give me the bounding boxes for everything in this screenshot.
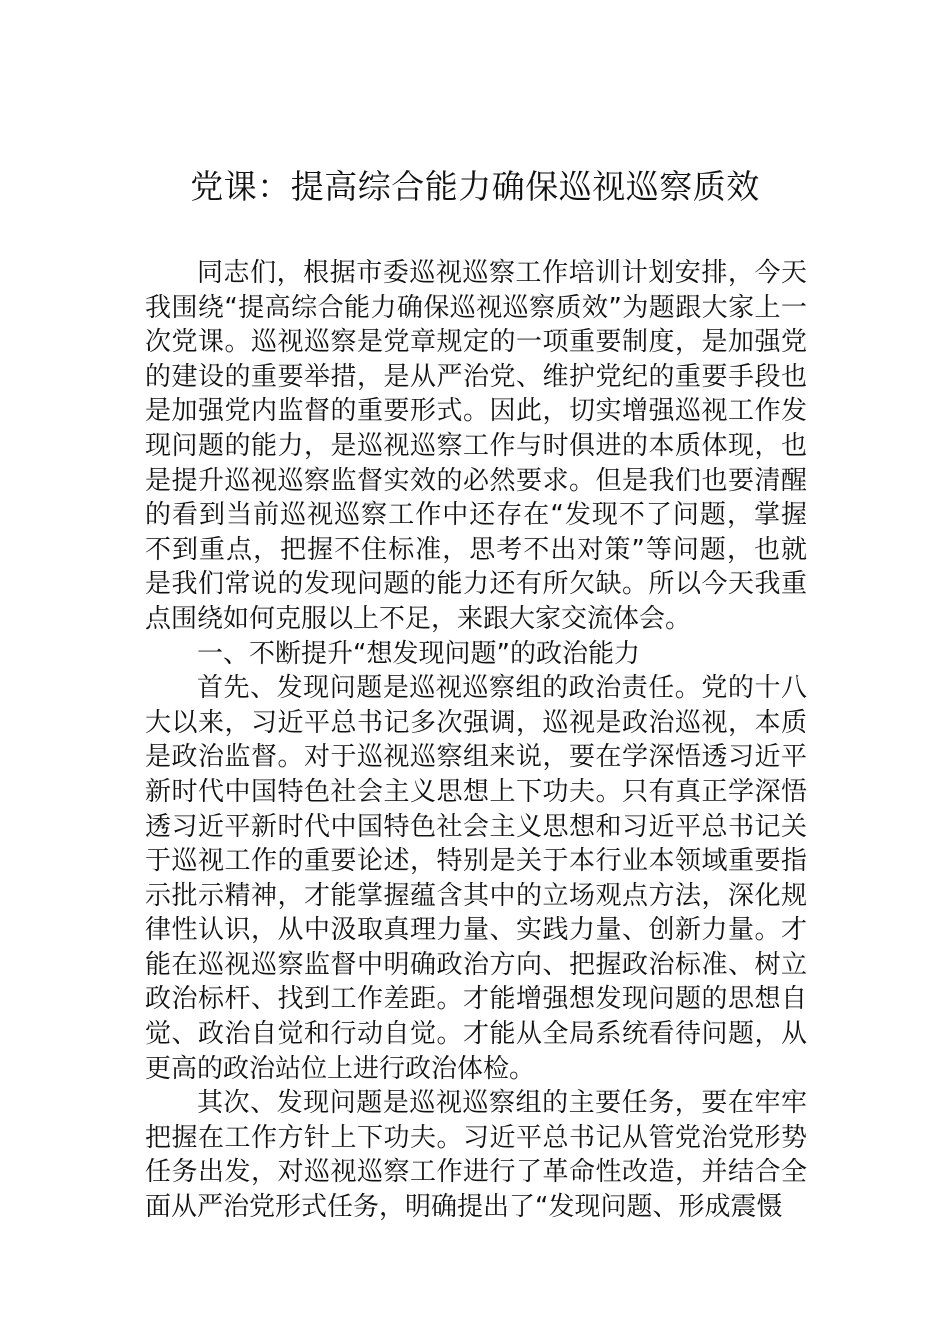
paragraph-intro: 同志们，根据市委巡视巡察工作培训计划安排，今天我围绕“提高综合能力确保巡视巡察质效”为题跟大家上一次党课。巡视巡察是党章规定的一项重要制度，是加强党的建设的重要举措，是从严治党、维护党纪的重要手段也是加强党内监督的重要形式。因此，切实增强巡视工作发现问题的能力，是巡视巡察工作与时俱进的本质体现，也是提升巡视巡察监督实效的必然要求。但是我们也要清醒的看到当前巡视巡察工作中还存在“发现不了问题，掌握不到重点，把握不住标准，思考不出对策”等问题，也就是我们常说的发现问题的能力还有所欠缺。所以今天我重点围绕如何克服以上不足，来跟大家交流体会。 bbox=[145, 258, 807, 634]
paragraph-first-point: 首先、发现问题是巡视巡察组的政治责任。党的十八大以来，习近平总书记多次强调，巡视是政治巡视，本质是政治监督。对于巡视巡察组来说，要在学深悟透习近平新时代中国特色社会主义思想上下功夫。只有真正学深悟透习近平新时代中国特色社会主义思想和习近平总书记关于巡视工作的重要论述，特别是关于本行业本领域重要指示批示精神，才能掌握蕴含其中的立场观点方法，深化规律性认识，从中汲取真理力量、实践力量、创新力量。才能在巡视巡察监督中明确政治方向、把握政治标准、树立政治标杆、找到工作差距。才能增强想发现问题的思想自觉、政治自觉和行动自觉。才能从全局系统看待问题，从更高的政治站位上进行政治体检。 bbox=[145, 673, 807, 1084]
section-heading-1: 一、不断提升“想发现问题”的政治能力 bbox=[197, 638, 640, 669]
paragraph-second-point: 其次、发现问题是巡视巡察组的主要任务，要在牢牢把握在工作方针上下功夫。习近平总书记从管党治党形势任务出发，对巡视巡察工作进行了革命性改造，并结合全面从严治党形式任务，明确提出了“发现问题、形成震慑 bbox=[145, 1088, 807, 1223]
document-title: 党课：提高综合能力确保巡视巡察质效 bbox=[190, 167, 760, 206]
document-body bbox=[145, 256, 807, 1225]
